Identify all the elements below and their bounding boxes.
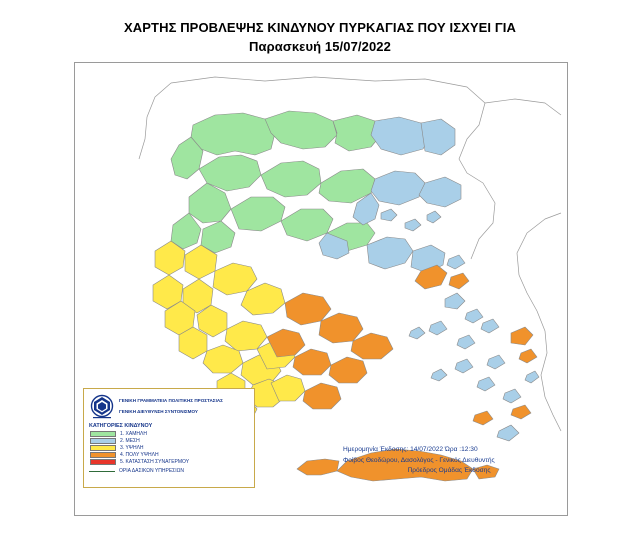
legend-label-low: 1. ΧΑΜΗΛΗ (120, 430, 147, 437)
civil-protection-logo-icon (89, 393, 115, 421)
issue-date-line: Ημερομηνία Έκδοσης: 14/07/2022 Ώρα :12:30 (343, 446, 478, 453)
legend-swatch-medium (90, 438, 116, 444)
legend-item-4 (90, 451, 249, 458)
region-group-low (171, 111, 381, 253)
legend-org-line-1: ΓΕΝΙΚΗ ΓΡΑΜΜΑΤΕΙΑ ΠΟΛΙΤΙΚΗΣ ΠΡΟΣΤΑΣΙΑΣ (119, 398, 223, 403)
legend-items (90, 430, 249, 465)
map-container[interactable] (74, 62, 568, 516)
legend-item-3 (90, 444, 249, 451)
page-title (0, 18, 640, 56)
legend-item-5 (90, 458, 249, 465)
legend-organization (119, 393, 223, 415)
legend-org-line-2: ΓΕΝΙΚΗ ΔΙΕΥΘΥΝΣΗ ΣΥΝΤΟΝΙΣΜΟΥ (119, 409, 198, 414)
issue-credits (343, 445, 555, 476)
forest-service-boundary-icon (89, 471, 115, 472)
legend-box (83, 388, 255, 488)
role-line: Πρόεδρος Ομάδας Έκδοσης (407, 467, 491, 474)
legend-label-high: 3. ΥΨΗΛΗ (120, 444, 144, 451)
legend-swatch-very-high (90, 452, 116, 458)
legend-boundary-label: ΟΡΙΑ ΔΑΣΙΚΩΝ ΥΠΗΡΕΣΙΩΝ (119, 468, 184, 474)
legend-item-2 (90, 437, 249, 444)
legend-header (89, 393, 249, 421)
title-line-2: Παρασκευή 15/07/2022 (249, 39, 391, 54)
legend-boundary-row (89, 468, 249, 474)
legend-item-1 (90, 430, 249, 437)
legend-label-medium: 2. ΜΕΣΗ (120, 437, 140, 444)
legend-label-alert: 5. ΚΑΤΑΣΤΑΣΗ ΣΥΝΑΓΕΡΜΟΥ (120, 458, 190, 465)
legend-swatch-low (90, 431, 116, 437)
legend-swatch-alert (90, 459, 116, 465)
legend-label-very-high: 4. ΠΟΛΥ ΥΨΗΛΗ (120, 451, 159, 458)
legend-swatch-high (90, 445, 116, 451)
legend-heading: ΚΑΤΗΓΟΡΙΕΣ ΚΙΝΔΥΝΟΥ (89, 423, 153, 429)
title-line-1: ΧΑΡΤΗΣ ΠΡΟΒΛΕΨΗΣ ΚΙΝΔΥΝΟΥ ΠΥΡΚΑΓΙΑΣ ΠΟΥ ΙΣΧΥΕΙ ΓΙΑ (124, 20, 516, 35)
author-line: Φοίβος Θεοδώρου, Δασολόγος - Γενικός Διευθυντής (343, 457, 495, 464)
